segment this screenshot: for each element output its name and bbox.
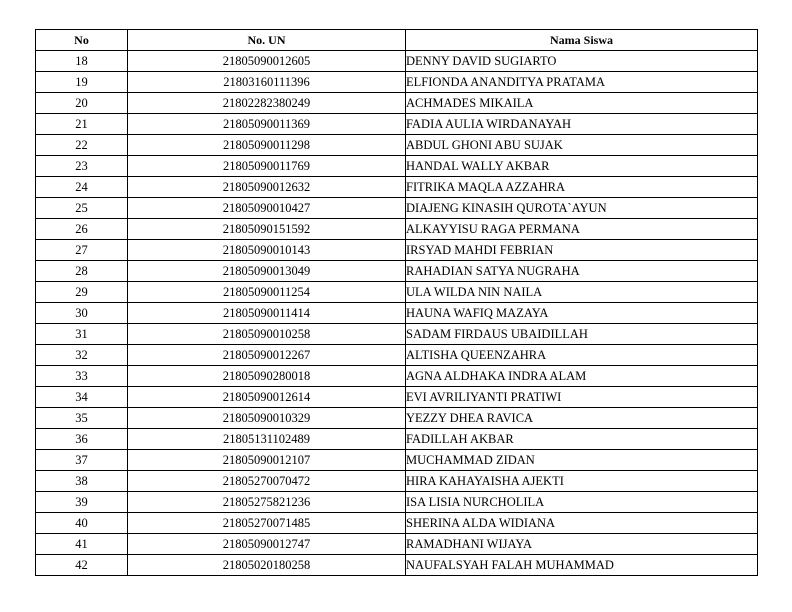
table-body [36,51,758,576]
exam-number: 21805090012107 [128,450,406,471]
table-row [36,114,758,135]
student-name: ELFIONDA ANANDITYA PRATAMA [406,72,758,93]
table-row [36,240,758,261]
header-no-un: No. UN [128,30,406,51]
exam-number: 21805090012632 [128,177,406,198]
table-row [36,492,758,513]
row-number: 40 [36,513,128,534]
exam-number: 21805090012605 [128,51,406,72]
row-number: 38 [36,471,128,492]
student-name: HAUNA WAFIQ MAZAYA [406,303,758,324]
row-number: 24 [36,177,128,198]
exam-number: 21803160111396 [128,72,406,93]
exam-number: 21805090013049 [128,261,406,282]
row-number: 33 [36,366,128,387]
table-row [36,324,758,345]
exam-number: 21805090010258 [128,324,406,345]
table-row [36,72,758,93]
table-row [36,387,758,408]
table-row [36,513,758,534]
table-row [36,429,758,450]
table-row [36,534,758,555]
row-number: 27 [36,240,128,261]
student-name: RAMADHANI WIJAYA [406,534,758,555]
row-number: 25 [36,198,128,219]
student-name: SHERINA ALDA WIDIANA [406,513,758,534]
table-row [36,51,758,72]
student-name: ACHMADES MIKAILA [406,93,758,114]
exam-number: 21805090012614 [128,387,406,408]
exam-number: 21805020180258 [128,555,406,576]
student-name: ALTISHA QUEENZAHRA [406,345,758,366]
header-nama-siswa: Nama Siswa [406,30,758,51]
student-name: ISA LISIA NURCHOLILA [406,492,758,513]
table-row [36,219,758,240]
table-row [36,471,758,492]
exam-number: 21805090011769 [128,156,406,177]
student-name: ALKAYYISU RAGA PERMANA [406,219,758,240]
row-number: 39 [36,492,128,513]
table-row [36,450,758,471]
exam-number: 21805270070472 [128,471,406,492]
row-number: 34 [36,387,128,408]
exam-number: 21805090012267 [128,345,406,366]
table-row [36,198,758,219]
exam-number: 21805090280018 [128,366,406,387]
exam-number: 21805270071485 [128,513,406,534]
header-row [36,30,758,51]
table-row [36,177,758,198]
student-name: HIRA KAHAYAISHA AJEKTI [406,471,758,492]
row-number: 36 [36,429,128,450]
row-number: 35 [36,408,128,429]
student-name: FITRIKA MAQLA AZZAHRA [406,177,758,198]
exam-number: 21802282380249 [128,93,406,114]
student-name: DENNY DAVID SUGIARTO [406,51,758,72]
exam-number: 21805090011369 [128,114,406,135]
row-number: 23 [36,156,128,177]
exam-number: 21805090010427 [128,198,406,219]
student-name: FADILLAH AKBAR [406,429,758,450]
student-name: FADIA AULIA WIRDANAYAH [406,114,758,135]
table-row [36,93,758,114]
row-number: 30 [36,303,128,324]
exam-number: 21805090010143 [128,240,406,261]
exam-number: 21805275821236 [128,492,406,513]
row-number: 42 [36,555,128,576]
table-row [36,366,758,387]
student-name: IRSYAD MAHDI FEBRIAN [406,240,758,261]
row-number: 19 [36,72,128,93]
row-number: 41 [36,534,128,555]
header-no: No [36,30,128,51]
student-name: YEZZY DHEA RAVICA [406,408,758,429]
table-row [36,261,758,282]
student-name: EVI AVRILIYANTI PRATIWI [406,387,758,408]
exam-number: 21805090011414 [128,303,406,324]
student-name: DIAJENG KINASIH QUROTA`AYUN [406,198,758,219]
row-number: 26 [36,219,128,240]
row-number: 18 [36,51,128,72]
student-name: MUCHAMMAD ZIDAN [406,450,758,471]
table-row [36,135,758,156]
student-name: AGNA ALDHAKA INDRA ALAM [406,366,758,387]
exam-number: 21805090011298 [128,135,406,156]
row-number: 22 [36,135,128,156]
student-name: RAHADIAN SATYA NUGRAHA [406,261,758,282]
student-name: ULA WILDA NIN NAILA [406,282,758,303]
table-header [36,30,758,51]
student-name: HANDAL WALLY AKBAR [406,156,758,177]
table-row [36,408,758,429]
row-number: 21 [36,114,128,135]
row-number: 20 [36,93,128,114]
table-row [36,303,758,324]
student-name: ABDUL GHONI ABU SUJAK [406,135,758,156]
student-name: SADAM FIRDAUS UBAIDILLAH [406,324,758,345]
table-row [36,282,758,303]
exam-number: 21805131102489 [128,429,406,450]
table-row [36,555,758,576]
student-table [35,29,758,576]
student-name: NAUFALSYAH FALAH MUHAMMAD [406,555,758,576]
table-row [36,345,758,366]
row-number: 37 [36,450,128,471]
row-number: 32 [36,345,128,366]
row-number: 29 [36,282,128,303]
exam-number: 21805090010329 [128,408,406,429]
row-number: 28 [36,261,128,282]
exam-number: 21805090151592 [128,219,406,240]
table-row [36,156,758,177]
exam-number: 21805090012747 [128,534,406,555]
row-number: 31 [36,324,128,345]
exam-number: 21805090011254 [128,282,406,303]
